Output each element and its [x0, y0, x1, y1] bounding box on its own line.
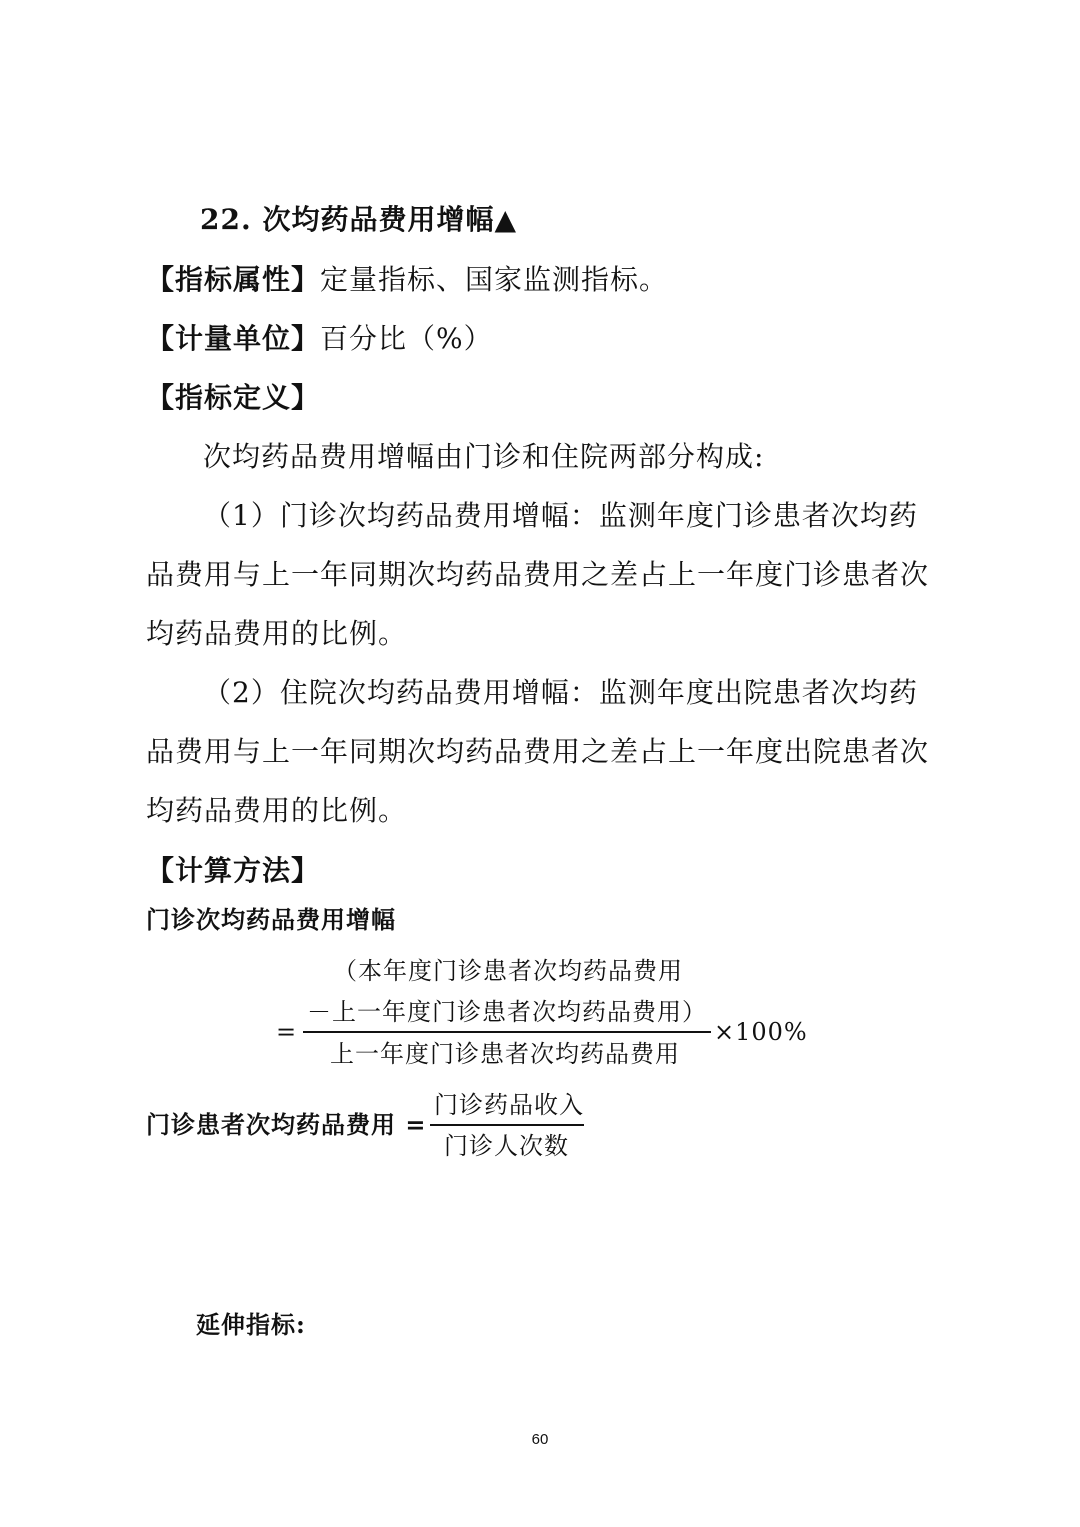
formula2-numerator: 门诊药品收入: [434, 1091, 584, 1119]
property-row: [146, 260, 668, 300]
property-label: 【指标属性】: [146, 263, 321, 296]
definition-item2-line2: 品费用与上一年同期次均药品费用之差占上一年度出院患者次: [146, 735, 930, 768]
formula1-equals: =: [276, 1018, 298, 1046]
formula2-fraction-bar: [430, 1124, 584, 1126]
unit-row: [146, 319, 493, 359]
formula1-multiplier: ×100%: [714, 1018, 808, 1046]
formula1-numerator-line1: （本年度门诊患者次均药品费用: [333, 957, 683, 985]
unit-value: 百分比（%）: [320, 322, 493, 355]
definition-item1-line1: （1）门诊次均药品费用增幅：监测年度门诊患者次均药: [203, 499, 918, 532]
definition-intro: 次均药品费用增幅由门诊和住院两部分构成:: [203, 440, 765, 473]
formula1-title: 门诊次均药品费用增幅: [146, 905, 396, 934]
unit-label: 【计量单位】: [146, 322, 321, 355]
formula1-fraction-bar: [303, 1031, 711, 1033]
formula1-numerator-line2: －上一年度门诊患者次均药品费用）: [307, 998, 707, 1026]
formula2-left: 门诊患者次均药品费用 =: [146, 1110, 427, 1139]
page-number: 60: [531, 1431, 549, 1448]
definition-item1-line3: 均药品费用的比例。: [146, 617, 408, 650]
formula1-denominator: 上一年度门诊患者次均药品费用: [330, 1040, 680, 1068]
property-value: 定量指标、国家监测指标。: [320, 263, 669, 296]
calculation-label: 【计算方法】: [146, 854, 321, 887]
formula2-denominator: 门诊人次数: [444, 1132, 569, 1160]
definition-item1-line2: 品费用与上一年同期次均药品费用之差占上一年度门诊患者次: [146, 558, 930, 591]
definition-item2-line1: （2）住院次均药品费用增幅：监测年度出院患者次均药: [203, 676, 918, 709]
extension-label: 延伸指标:: [196, 1310, 306, 1339]
definition-label: 【指标定义】: [146, 381, 321, 414]
section-title: 22. 次均药品费用增幅▲: [200, 203, 517, 236]
definition-item2-line3: 均药品费用的比例。: [146, 794, 408, 827]
